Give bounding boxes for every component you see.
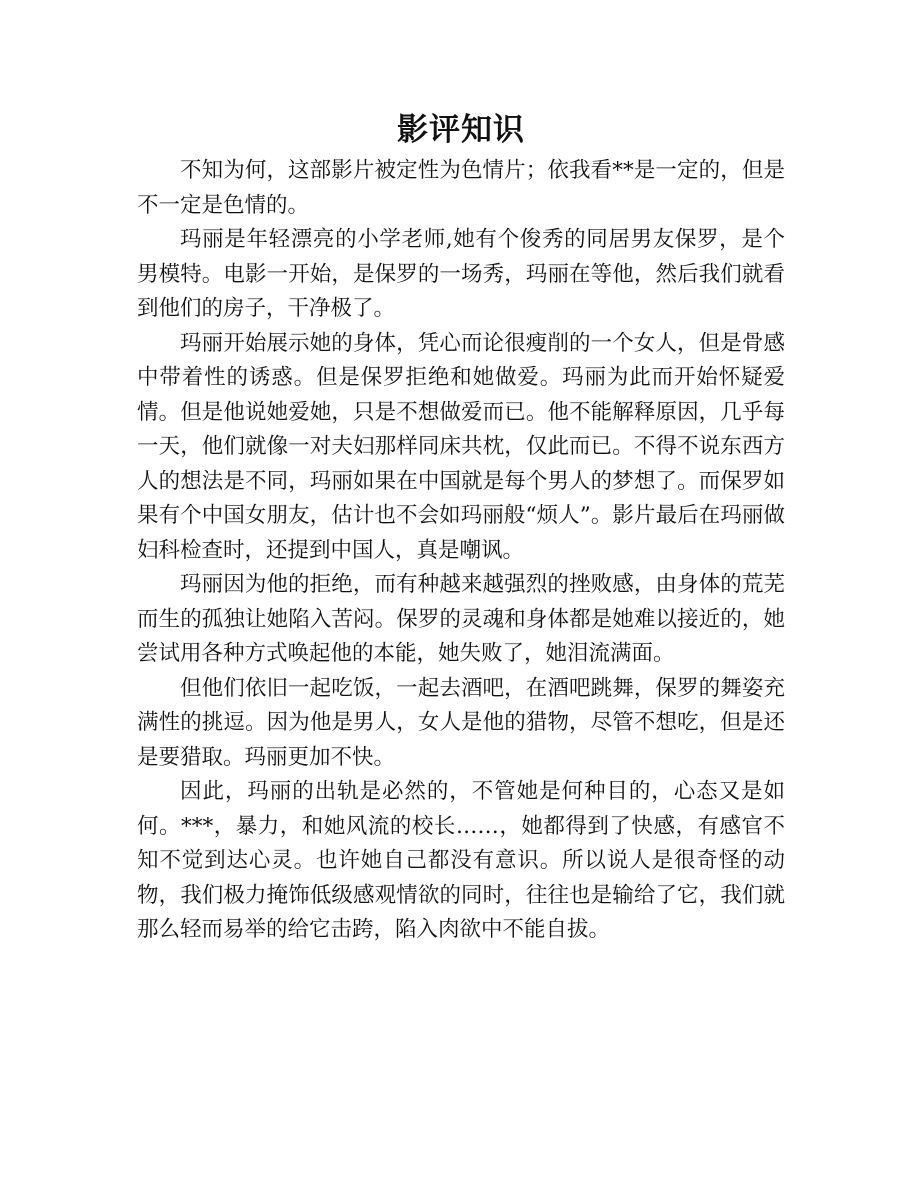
- document-page: [137, 108, 785, 948]
- paragraph-6: 因此，玛丽的出轨是必然的，不管她是何种目的，心态又是如何。***，暴力，和她风流的校长……，她都得到了快感，有感官不知不觉到达心灵。也许她自己都没有意识。所以说人是很奇怪的动物，我们极力掩饰低级感观情欲的同时，往往也是输给了它，我们就那么轻而易举的给它击跨，陷入肉欲中不能自拔。: [137, 779, 785, 942]
- paragraph-3: 玛丽开始展示她的身体，凭心而论很瘦削的一个女人，但是骨感中带着性的诱惑。但是保罗拒绝和她做爱。玛丽为此而开始怀疑爱情。但是他说她爱她，只是不想做爱而已。他不能解释原因，几乎每一天，他们就像一对夫妇那样同床共枕，仅此而已。不得不说东西方人的想法是不同，玛丽如果在中国就是每个男人的梦想了。而保罗如果有个中国女朋友，估计也不会如玛丽般“烦人”。影片最后在玛丽做妇科检查时，还提到中国人，真是嘲讽。: [137, 330, 785, 563]
- paragraph-2: 玛丽是年轻漂亮的小学老师,她有个俊秀的同居男友保罗，是个男模特。电影一开始，是保罗的一场秀，玛丽在等他，然后我们就看到他们的房子，干净极了。: [137, 227, 785, 321]
- paragraph-1: 不知为何，这部影片被定性为色情片；依我看**是一定的，但是不一定是色情的。: [137, 158, 785, 218]
- document-title: 影评知识: [397, 112, 525, 148]
- paragraph-4: 玛丽因为他的拒绝，而有种越来越强烈的挫败感，由身体的荒芜而生的孤独让她陷入苦闷。保罗的灵魂和身体都是她难以接近的，她尝试用各种方式唤起他的本能，她失败了，她泪流满面。: [137, 572, 785, 666]
- paragraph-5: 但他们依旧一起吃饭，一起去酒吧，在酒吧跳舞，保罗的舞姿充满性的挑逗。因为他是男人，女人是他的猎物，尽管不想吃，但是还是要猎取。玛丽更加不快。: [137, 675, 785, 770]
